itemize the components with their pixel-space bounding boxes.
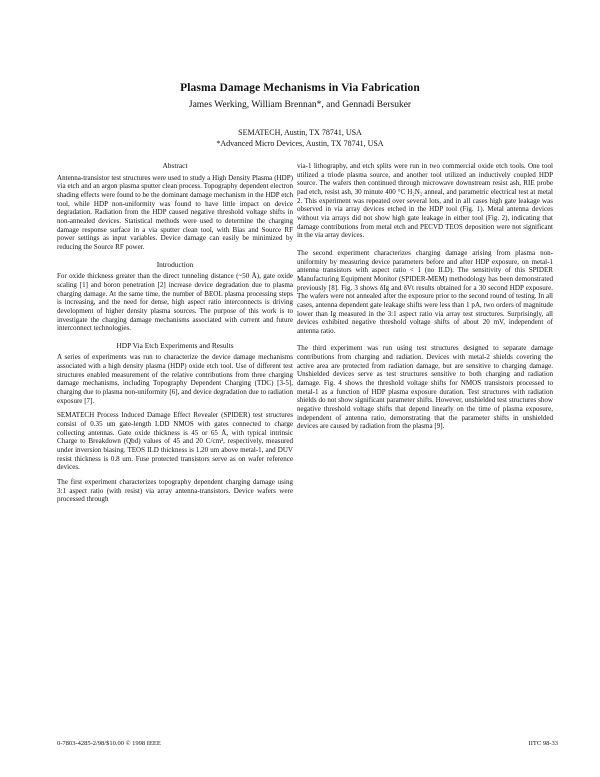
right-paragraph-1: via-1 lithography, and etch splits were run in two commercial oxide etch tools. One tool utilized a triode plasma source, and another tool utilized an inductively coupled HDP source. The wafers then continued through microwave downstream resist ash, RIE probe pad etch, resist ash, 30 minute 400 °C H₂N₂ anneal, and parametric electrical test at metal 2. This experiment was repeated over several lots, and in all cases high gate leakage was observed in via array devices etched in the HDP tool (Fig. 1). Metal antenna devices without via arrays did not show high gate leakage in either tool (Fig. 2), indicating that damage contributions from metal etch and PECVD TEOS deposition were not significant in the via array devices. [297, 162, 553, 240]
affiliation-primary: SEMATECH, Austin, TX 78741, USA [238, 128, 362, 137]
copyright-footer: 0-7803-4285-2/98/$10.00 © 1998 IEEE [57, 740, 161, 747]
paper-title: Plasma Damage Mechanisms in Via Fabrication [180, 82, 420, 94]
author-list: James Werking, William Brennan*, and Gennadi Bersuker [188, 100, 412, 110]
right-column [297, 162, 553, 431]
hdp-paragraph-2: SEMATECH Process Induced Damage Effect Revealer (SPIDER) test structures consist of 0.35 um gate-length LDD NMOS with gates connected to charge collecting antennas. Gate oxide thickness is 45 or 65 Å, with typical intrinsic Charge to Breakdown (Qbd) values of 45 and 20 C/cm², respectively, measured under inversion biasing. TEOS ILD thickness is 1.20 um above metal-1, and DUV resist thickness is 0.8 um. Fuse protected transistors serve as on wafer reference devices. [57, 411, 293, 472]
hdp-heading: HDP Via Etch Experiments and Results [116, 340, 234, 350]
left-column [57, 162, 293, 504]
right-paragraph-3: The third experiment was run using test structures designed to separate damage contributions from charging and radiation. Devices with metal-2 shields covering the active area are protected from radiation damage, but are sensitive to charging damage. Unshielded devices serve as test structures sensitive to both charging and radiation damage. Fig. 4 shows the threshold voltage shifts for NMOS transistors processed to metal-1 as a function of HDP plasma exposure duration. Test structures with radiation shields do not show significant parameter shifts. However, unshielded test structures show negative threshold voltage shifts that depend linearly on the time of plasma exposure, independent of antenna ratio, demonstrating that the parameter shifts in unshielded devices are caused by radiation from the plasma [9]. [297, 344, 553, 431]
introduction-text: For oxide thickness greater than the direct tunneling distance (~50 Å), gate oxide scaling [1] and boron penetration [2] increase device degradation due to plasma charging damage. At the same time, the number of BEOL plasma processing steps is increasing, and the need for dense, high aspect ratio interconnects is driving development of higher density plasma sources. The purpose of this work is to investigate the charging damage mechanisms associated with current and future interconnect technologies. [57, 272, 293, 333]
abstract-text: Antenna-transistor test structures were used to study a High Density Plasma (HDP) via etch and an argon plasma sputter clean process. Topography dependent electron shading effects were found to be the dominant damage mechanism in the HDP etch tool, while HDP non-uniformity was found to have little impact on device degradation. Radiation from the HDP caused negative threshold voltage shifts in non-annealed devices. Statistical methods were used to determine the charging damage response surface in a via sputter clean tool, with Bias and Source RF power settings as input variables. Device damage can easily be minimized by reducing the Source RF power. [57, 173, 293, 251]
affiliation-secondary: *Advanced Micro Devices, Austin, TX 78741, USA [216, 139, 384, 148]
right-paragraph-2: The second experiment characterizes charging damage arising from plasma non-uniformity by measuring device parameters before and after HDP exposure, on metal-1 antenna transistors with aspect ratio < 1 (no ILD). The sensitivity of this SPIDER Manufacturing Equipment Monitor (SPIDER-MEM) methodology has been demonstrated previously [8]. Fig. 3 shows δIg and δVt results obtained for a 30 second HDP exposure. The wafers were not annealed after the exposure prior to the second round of testing. In all cases, antenna dependent gate leakage shifts were less than 1 pA, two orders of magnitude lower than Ig measured in the 3:1 aspect ratio via array test structures. Surprisingly, all devices exhibited negative threshold voltage shifts of about 20 mV, independent of antenna ratio. [297, 248, 553, 335]
introduction-heading: Introduction [156, 259, 194, 269]
hdp-paragraph-1: A series of experiments was run to characterize the device damage mechanisms associated with a high density plasma (HDP) oxide etch tool. Use of different test structures enabled measurement of the relative contributions from three charging damage mechanisms, including Topography Dependent Charging (TDC) [3-5], charging due to plasma non-uniformity [6], and device degradation due to radiation exposure [7]. [57, 353, 293, 405]
abstract-heading: Abstract [162, 161, 188, 170]
hdp-paragraph-3: The first experiment characterizes topography dependent charging damage using 3:1 aspect ratio (with resist) via array antenna-transistors. Device wafers were processed through [57, 478, 293, 504]
page-footer-id: IITC 98-33 [528, 740, 558, 747]
